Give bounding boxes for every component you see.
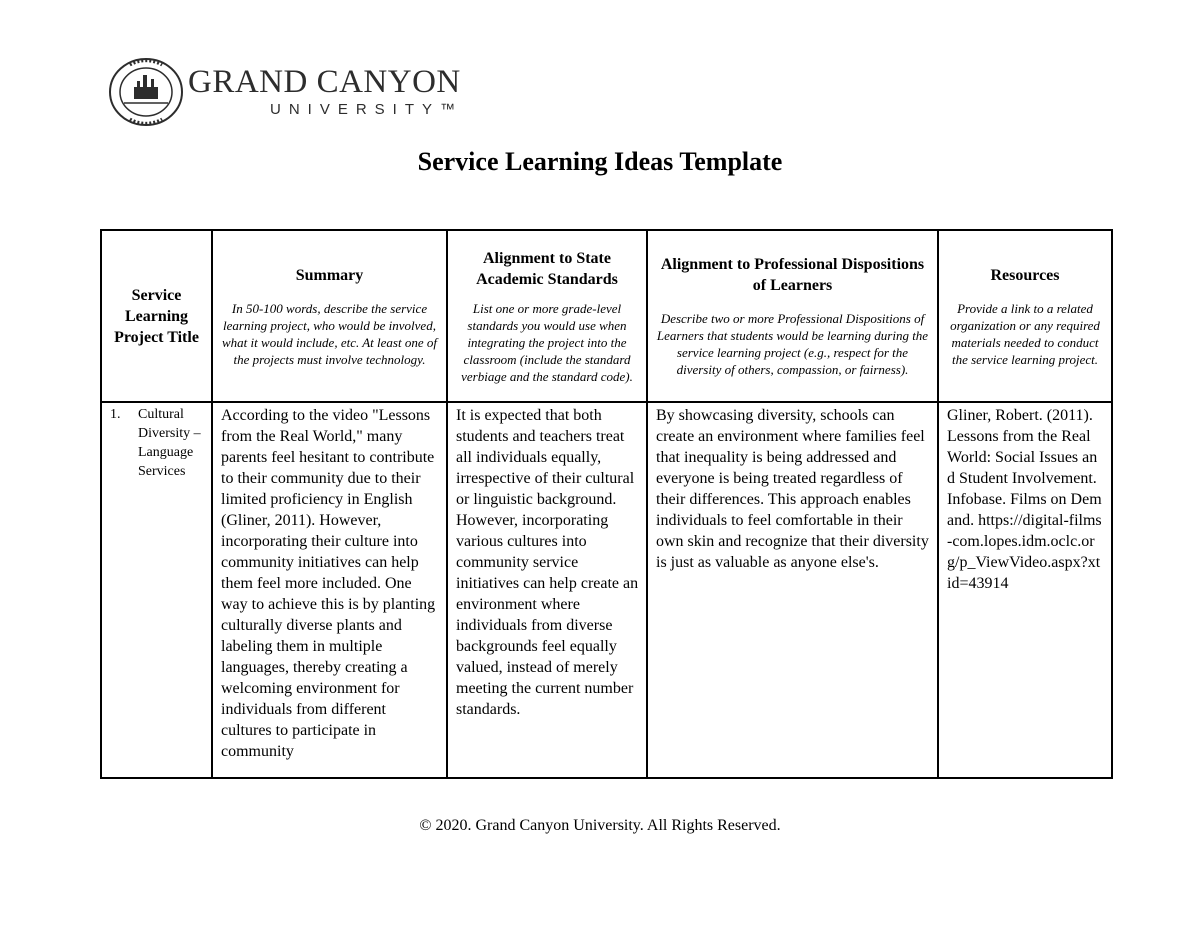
- cell-project-title: [101, 402, 212, 778]
- service-learning-table: [100, 229, 1113, 779]
- header-state-standards: Alignment to State Academic Standards List one or more grade-level standards you would use when integrating the project into the classroom (include the standard verbiage and the standard code).: [447, 230, 647, 402]
- header-resources: Resources Provide a link to a related organization or any required materials needed to conduct the service learning project.: [938, 230, 1112, 402]
- university-seal-icon: [108, 57, 184, 127]
- logo-subtitle: UNIVERSITY™: [270, 101, 464, 118]
- cell-dispositions: By showcasing diversity, schools can create an environment where families feel that inequality is being addressed and everyone is being treated regardless of their differences. This approach enables individuals to feel comfortable in their own skin and recognize that their diversity is just as valuable as anyone else's.: [647, 402, 938, 778]
- table-row: [101, 402, 1112, 778]
- document-title: Service Learning Ideas Template: [417, 147, 783, 176]
- university-logo: [108, 57, 463, 127]
- logo-name: GRAND CANYON: [188, 64, 461, 100]
- header-summary: Summary In 50-100 words, describe the service learning project, who would be involved, what it would include, etc. At least one of the projects must involve technology.: [212, 230, 447, 402]
- copyright-footer: © 2020. Grand Canyon University. All Rights Reserved.: [419, 817, 781, 834]
- cell-resources: Gliner, Robert. (2011). Lessons from the Real World: Social Issues and Student Involvement. Infobase. Films on Demand. https://digital-films-com.lopes.idm.oclc.org/p_ViewVideo.aspx?xtid=43914: [938, 402, 1112, 778]
- table-header-row: [101, 230, 1112, 402]
- cell-summary: According to the video "Lessons from the Real World," many parents feel hesitant to contribute to their community due to their limited proficiency in English (Gliner, 2011). However, incorporating their culture into community initiatives can help them feel more included. One way to achieve this is by planting culturally diverse plants and labeling them in multiple languages, thereby creating a welcoming environment for individuals from different cultures to participate in community: [212, 402, 447, 778]
- cell-standards: It is expected that both students and teachers treat all individuals equally, irrespective of their cultural or linguistic background. However, incorporating various cultures into community service initiatives can help create an environment where individuals from diverse backgrounds feel equally valued, instead of merely meeting the current number standards.: [447, 402, 647, 778]
- project-title-text: Cultural Diversity – Language Services: [138, 407, 201, 479]
- row-number: 1.: [110, 407, 121, 422]
- header-project-title: Service Learning Project Title: [101, 230, 212, 402]
- header-dispositions: Alignment to Professional Dispositions of Learners Describe two or more Professional Dispositions of Learners that students would be learning during the service learning project (e.g., respect for the diversity of others, compassion, or fairness).: [647, 230, 938, 402]
